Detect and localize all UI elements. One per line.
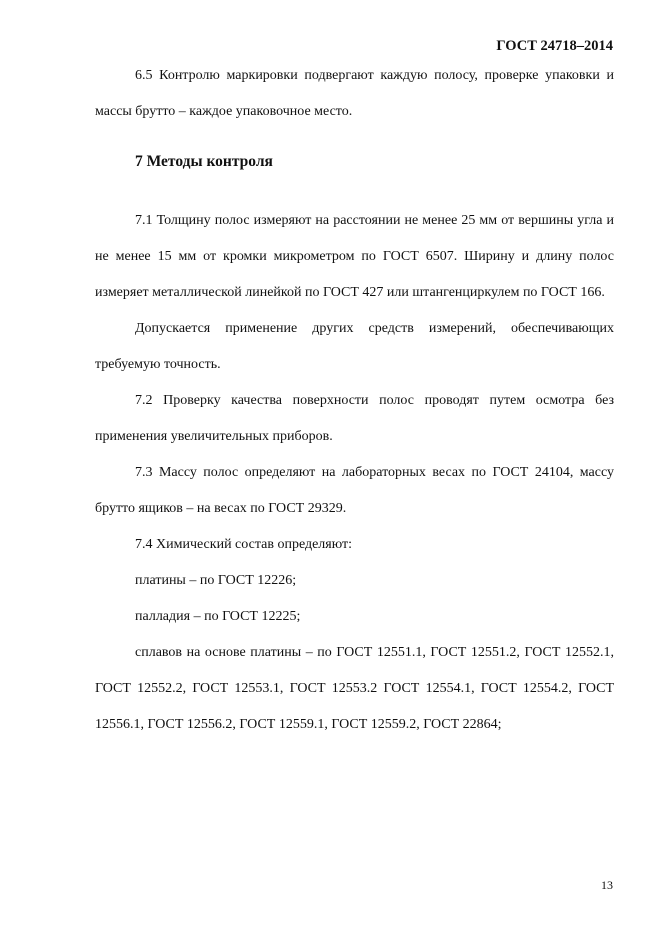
document-header: ГОСТ 24718–2014 [496,38,613,54]
paragraph-allowed-instruments: Допускается применение других средств измерений, обеспечивающих требуемую точность. [95,321,614,372]
page-number: 13 [601,878,613,892]
paragraph-7-3: 7.3 Массу полос определяют на лабораторных весах по ГОСТ 24104, массу брутто ящиков – на весах по ГОСТ 29329. [95,465,614,516]
list-item-platinum: платины – по ГОСТ 12226; [135,573,297,588]
section-title: 7 Методы контроля [135,153,273,170]
list-item-palladium: палладия – по ГОСТ 12225; [135,609,301,624]
paragraph-7-4: 7.4 Химический состав определяют: [135,537,353,552]
list-item-alloys: сплавов на основе платины – по ГОСТ 12551.1, ГОСТ 12551.2, ГОСТ 12552.1, ГОСТ 12552.2, ГОСТ 12553.1, ГОСТ 12553.2 ГОСТ 12554.1, ГОСТ 12554.2, ГОСТ 12556.1, ГОСТ 12556.2, ГОСТ 12559.1, ГОСТ 12559.2, ГОСТ 22864; [95,645,614,732]
paragraph-7-1: 7.1 Толщину полос измеряют на расстоянии не менее 25 мм от вершины угла и не менее 15 мм от кромки микрометром по ГОСТ 6507. Ширину и длину полос измеряет металлической линейкой по ГОСТ 427 или штангенциркулем по ГОСТ 166. [95,213,614,300]
document-body [95,58,614,743]
paragraph-6-5: 6.5 Контролю маркировки подвергают каждую полосу, проверке упаковки и массы брутто – каждое упаковочное место. [95,68,614,119]
paragraph-7-2: 7.2 Проверку качества поверхности полос проводят путем осмотра без применения увеличительных приборов. [95,393,614,444]
